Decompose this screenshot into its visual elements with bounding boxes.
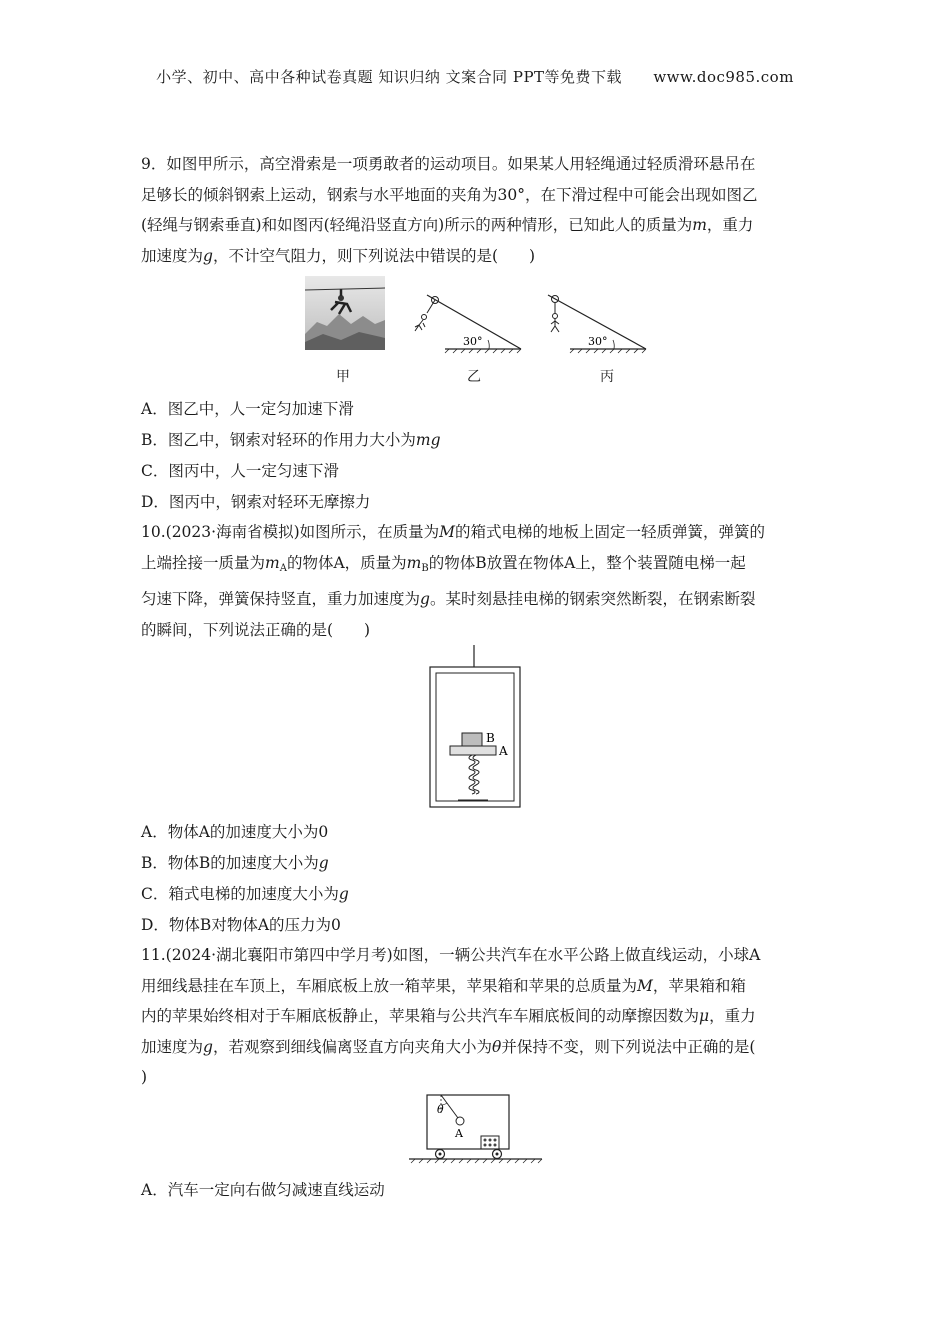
q10-line-3: 匀速下降，弹簧保持竖直，重力加速度为g。某时刻悬挂电梯的钢索突然断裂，在钢索断裂 [141, 590, 756, 608]
q10-line-4: 的瞬间，下列说法正确的是( ) [141, 620, 371, 639]
q9-line-1: 9．如图甲所示，高空滑索是一项勇敢者的运动项目。如果某人用轻绳通过轻质滑环悬吊在 [141, 155, 756, 173]
q9-line-4: 加速度为g，不计空气阻力，则下列说法中错误的是( ) [141, 246, 536, 265]
angle-label-bing: 30° [588, 335, 608, 348]
q9-line-2: 足够长的倾斜钢索上运动，钢索与水平地面的夹角为30°，在下滑过程中可能会出现如图乙 [141, 185, 758, 204]
caption-jia: 甲 [336, 369, 350, 385]
q11-line-1: 11.(2024·湖北襄阳市第四中学月考)如图，一辆公共汽车在水平公路上做直线运动，小球A [141, 946, 761, 964]
q10-option-d[interactable]: D．物体B对物体A的压力为0 [141, 916, 341, 934]
q9-line-3: (轻绳与钢索垂直)和如图丙(轻绳沿竖直方向)所示的两种情形，已知此人的质量为m，重力 [141, 216, 754, 234]
elevator-figure [428, 645, 528, 810]
figure-bing [530, 273, 650, 353]
q10-line-2: 上端拴接一质量为$m_A$的物体A，质量为$m_B$的物体B放置在物体A上，整个装置随电梯一起 [141, 553, 746, 574]
q9-option-a[interactable]: A．图乙中，人一定匀加速下滑 [141, 400, 354, 418]
label-block-a: A [499, 744, 508, 758]
q11-line-5: ) [141, 1068, 148, 1086]
question-9-stem [141, 149, 813, 271]
question-10-stem [141, 517, 813, 645]
q9-option-c[interactable]: C．图丙中，人一定匀速下滑 [141, 462, 339, 480]
question-11-stem [141, 940, 813, 1093]
header-url[interactable]: www.doc985.com [653, 68, 794, 86]
q11-line-3: 内的苹果始终相对于车厢底板静止，苹果箱与公共汽车车厢底板间的动摩擦因数为μ，重力 [141, 1007, 756, 1025]
bus-figure [407, 1092, 547, 1164]
label-ball-a: A [455, 1127, 463, 1140]
q10-option-c[interactable]: C．箱式电梯的加速度大小为g [141, 885, 349, 903]
q11-line-4: 加速度为g，若观察到细线偏离竖直方向夹角大小为θ并保持不变，则下列说法中正确的是( [141, 1037, 756, 1056]
label-block-b: B [486, 731, 495, 745]
q10-line-1: 10.(2023·海南省模拟)如图所示，在质量为M的箱式电梯的地板上固定一轻质弹簧，弹簧的 [141, 523, 766, 541]
caption-yi: 乙 [467, 369, 481, 385]
q9-option-b[interactable]: B．图乙中，钢索对轻环的作用力大小为mg [141, 431, 441, 449]
label-theta: θ [437, 1103, 444, 1116]
zipline-photo [305, 276, 385, 350]
caption-bing: 丙 [600, 369, 614, 385]
q9-option-d[interactable]: D．图丙中，钢索对轻环无摩擦力 [141, 493, 371, 511]
q11-line-2: 用细线悬挂在车顶上，车厢底板上放一箱苹果，苹果箱和苹果的总质量为M，苹果箱和箱 [141, 976, 746, 995]
header-text: 小学、初中、高中各种试卷真题 知识归纳 文案合同 PPT等免费下载 [156, 68, 623, 86]
angle-label-yi: 30° [463, 335, 483, 348]
q10-option-a[interactable]: A．物体A的加速度大小为0 [141, 823, 329, 841]
figure-yi [405, 273, 525, 353]
q10-option-b[interactable]: B．物体B的加速度大小为g [141, 854, 329, 872]
page-header [0, 66, 950, 87]
q11-option-a[interactable]: A．汽车一定向右做匀减速直线运动 [141, 1181, 385, 1199]
